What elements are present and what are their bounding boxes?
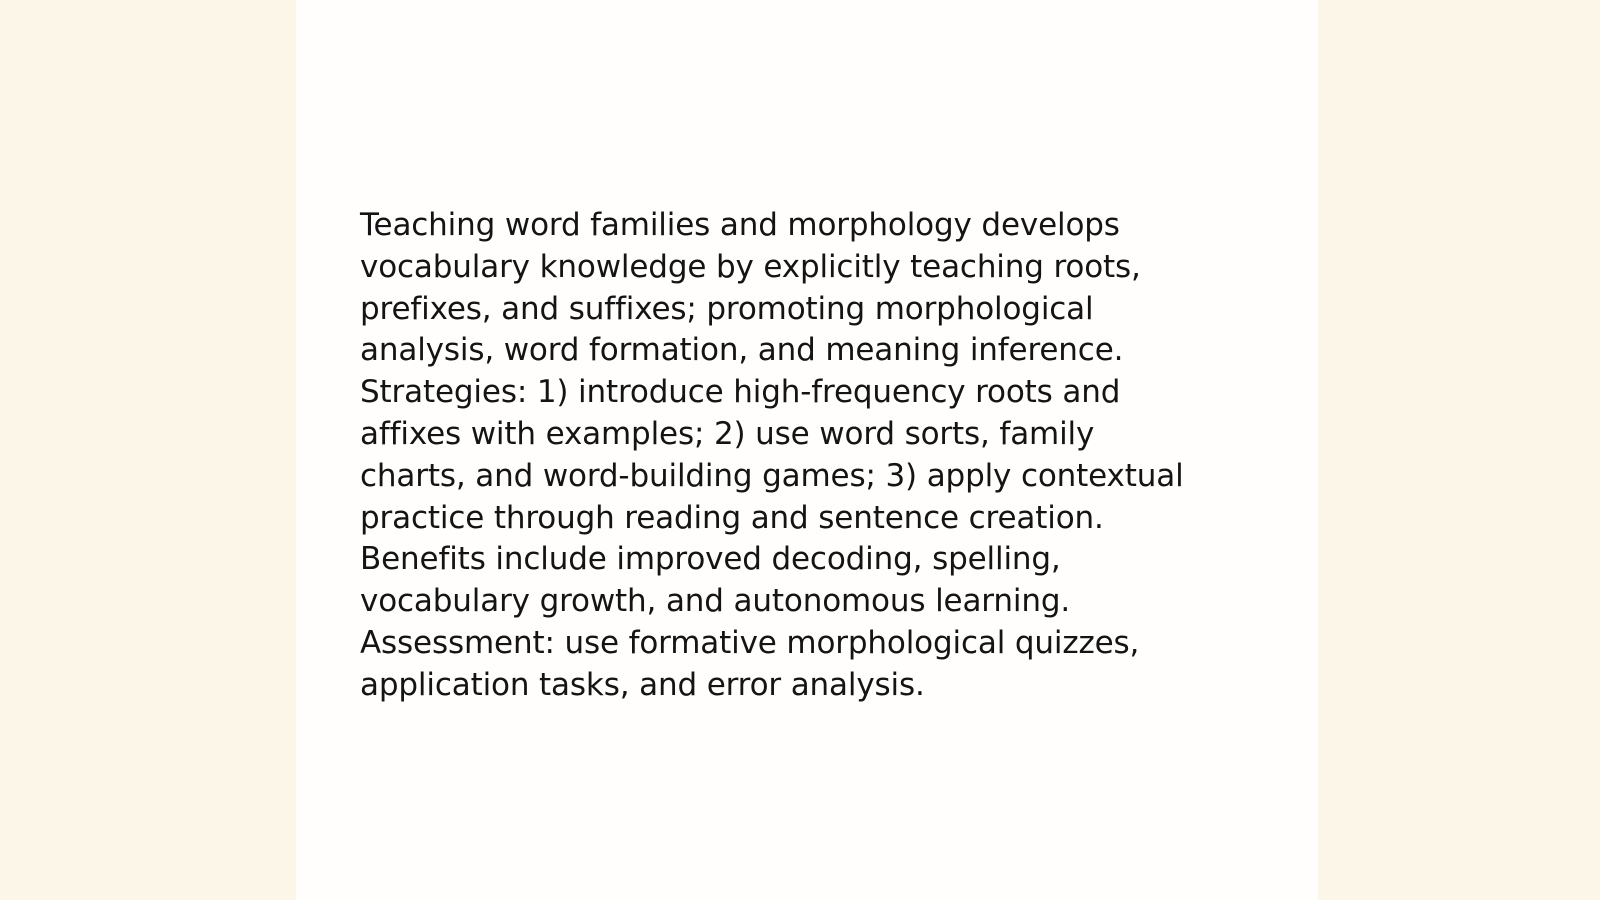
text-line: Teaching word families and morphology develops (360, 207, 1120, 243)
text-line: application tasks, and error analysis. (360, 666, 925, 703)
text-line: analysis, word formation, and meaning inference. (360, 332, 1124, 369)
body-text (360, 205, 1250, 707)
text-line: prefixes, and suffixes; promoting morphological (360, 290, 1094, 327)
text-line: vocabulary growth, and autonomous learning. (360, 583, 1071, 620)
text-line: charts, and word-building games; 3) apply contextual (360, 457, 1184, 494)
document-page (296, 0, 1318, 900)
text-line: vocabulary knowledge by explicitly teaching roots, (360, 248, 1141, 285)
text-line: Assessment: use formative morphological quizzes, (360, 624, 1140, 661)
text-line: affixes with examples; 2) use word sorts, family (360, 415, 1095, 452)
text-line: Benefits include improved decoding, spelling, (360, 541, 1061, 578)
text-line: practice through reading and sentence creation. (360, 499, 1104, 536)
text-line: Strategies: 1) introduce high-frequency roots and (360, 374, 1121, 411)
